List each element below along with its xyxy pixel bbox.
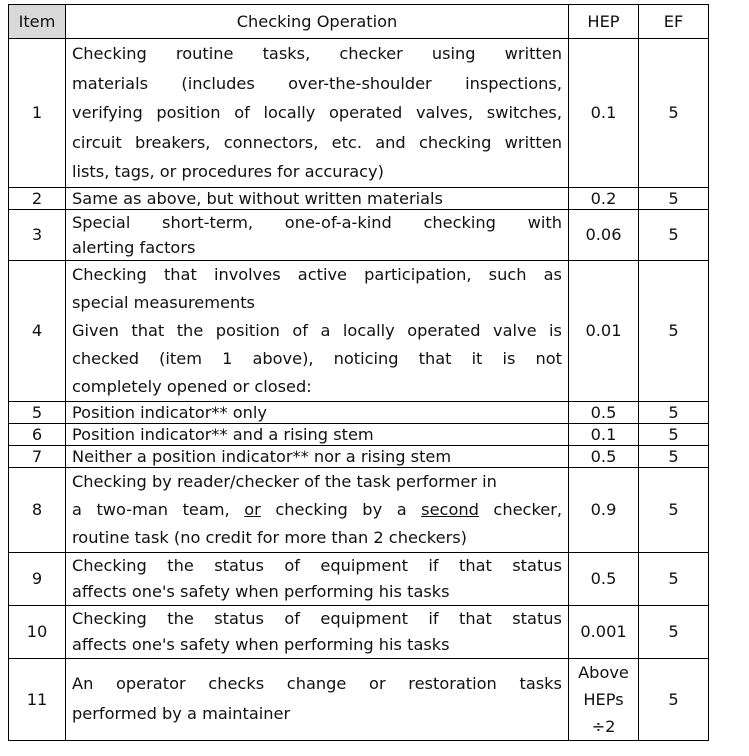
ef-value: 5 [639, 605, 709, 658]
underlined-or: or [244, 499, 261, 519]
ef-value: 5 [639, 401, 709, 423]
table-row [9, 445, 709, 467]
operation-text: checker, [478, 499, 562, 519]
operation-line: routine task (no credit for more than 2 checkers) [72, 527, 467, 547]
hep-line: Above [578, 662, 629, 682]
table-row [9, 467, 709, 552]
checking-operation-cell [66, 467, 569, 552]
ef-value: 5 [639, 445, 709, 467]
operation-line [72, 496, 562, 524]
checking-operation-cell: Neither a position indicator** nor a rising stem [66, 445, 569, 467]
item-number: 10 [9, 605, 66, 658]
checking-operation-table [8, 4, 709, 741]
hep-value: 0.1 [569, 423, 639, 445]
header-ef: EF [639, 5, 709, 39]
operation-line: Checking routine tasks, checker using written [72, 44, 562, 63]
operation-line: Given that the position of a locally operated valve is [72, 320, 562, 340]
operation-line: affects one's safety when performing his tasks [72, 581, 450, 601]
operation-line: circuit breakers, connectors, etc. and checking written [72, 132, 562, 152]
checking-operation-cell [66, 209, 569, 260]
operation-line: completely opened or closed: [72, 376, 312, 396]
item-number: 5 [9, 401, 66, 423]
operation-line: Checking that involves active participation, such as [72, 264, 562, 284]
operation-line: lists, tags, or procedures for accuracy) [72, 162, 384, 181]
hep-value: 0.1 [569, 39, 639, 188]
table-row [9, 658, 709, 740]
item-number: 11 [9, 658, 66, 740]
checking-operation-cell [66, 260, 569, 401]
ef-value: 5 [639, 423, 709, 445]
hep-value: 0.2 [569, 187, 639, 209]
hep-value: 0.5 [569, 445, 639, 467]
hep-value: 0.5 [569, 552, 639, 605]
operation-line: Checking by reader/checker of the task performer in [72, 471, 497, 491]
table-row [9, 423, 709, 445]
table-row [9, 209, 709, 260]
header-checking-operation: Checking Operation [66, 5, 569, 39]
checking-operation-cell [66, 39, 569, 188]
checking-operation-cell [66, 605, 569, 658]
operation-line: Checking the status of equipment if that status [72, 555, 562, 575]
checking-operation-cell: Position indicator** only [66, 401, 569, 423]
header-hep: HEP [569, 5, 639, 39]
operation-line: verifying position of locally operated valves, switches, [72, 103, 562, 122]
operation-line: An operator checks change or restoration tasks [72, 674, 562, 693]
table-row [9, 552, 709, 605]
hep-value: 0.06 [569, 209, 639, 260]
checking-operation-cell: Same as above, but without written materials [66, 187, 569, 209]
operation-line: special measurements [72, 292, 255, 312]
underlined-second: second [421, 499, 479, 519]
ef-value: 5 [639, 187, 709, 209]
hep-value: 0.01 [569, 260, 639, 401]
item-number: 1 [9, 39, 66, 188]
operation-line: performed by a maintainer [72, 704, 291, 723]
operation-line: alerting factors [72, 237, 196, 257]
table-row [9, 605, 709, 658]
table-row [9, 401, 709, 423]
checking-operation-cell: Position indicator** and a rising stem [66, 423, 569, 445]
checking-operation-cell [66, 658, 569, 740]
item-number: 7 [9, 445, 66, 467]
operation-line: checked (item 1 above), noticing that it is not [72, 348, 562, 368]
ef-value: 5 [639, 260, 709, 401]
item-number: 2 [9, 187, 66, 209]
hep-value: 0.001 [569, 605, 639, 658]
item-number: 8 [9, 467, 66, 552]
ef-value: 5 [639, 467, 709, 552]
item-number: 9 [9, 552, 66, 605]
item-number: 3 [9, 209, 66, 260]
item-number: 6 [9, 423, 66, 445]
operation-text: a two-man team, [72, 499, 245, 519]
header-row [9, 5, 709, 39]
operation-text: checking by a [260, 499, 422, 519]
operation-line: affects one's safety when performing his tasks [72, 634, 450, 654]
ef-value: 5 [639, 39, 709, 188]
header-item: Item [9, 5, 66, 39]
operation-line: Checking the status of equipment if that status [72, 608, 562, 628]
hep-line: ÷2 [591, 716, 616, 736]
ef-value: 5 [639, 552, 709, 605]
hep-value [569, 658, 639, 740]
table-row [9, 260, 709, 401]
hep-line: HEPs [583, 689, 624, 709]
table-row [9, 39, 709, 188]
checking-operation-cell [66, 552, 569, 605]
ef-value: 5 [639, 658, 709, 740]
operation-line: materials (includes over-the-shoulder inspections, [72, 73, 562, 93]
item-number: 4 [9, 260, 66, 401]
table-row [9, 187, 709, 209]
operation-line: Special short-term, one-of-a-kind checking with [72, 212, 562, 232]
hep-value: 0.5 [569, 401, 639, 423]
ef-value: 5 [639, 209, 709, 260]
hep-value: 0.9 [569, 467, 639, 552]
